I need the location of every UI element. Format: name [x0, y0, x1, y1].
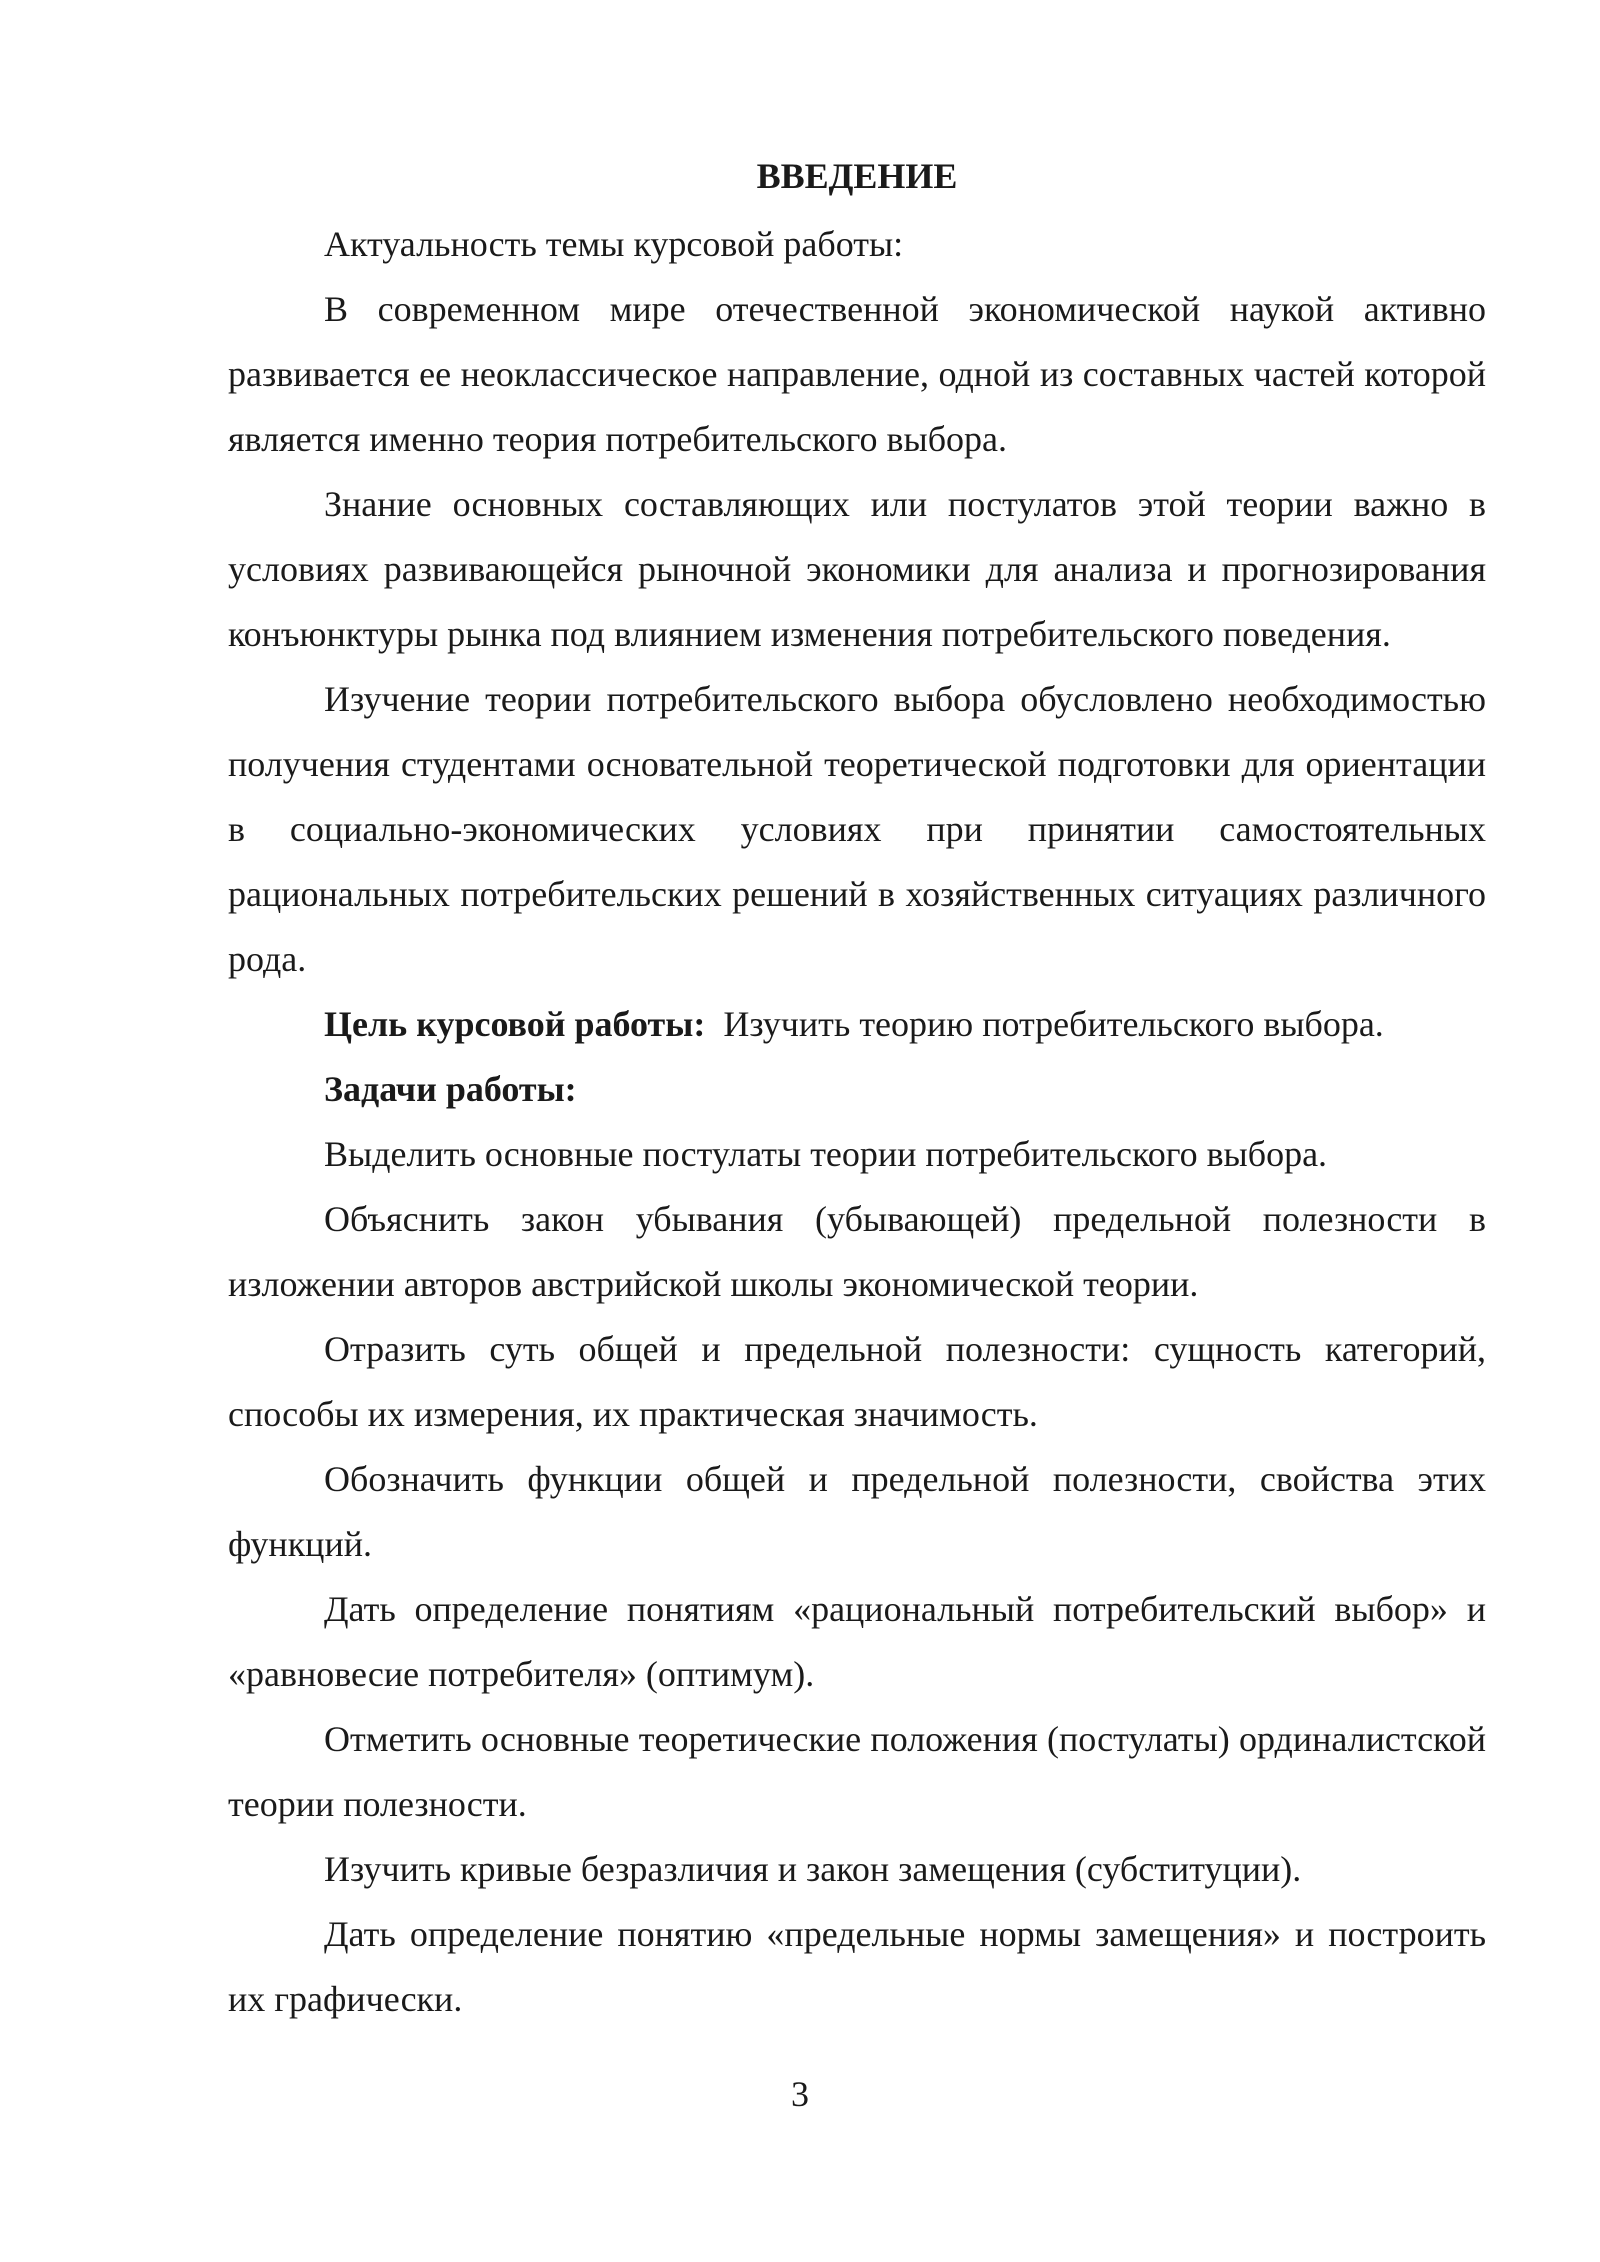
section-heading: ВВЕДЕНИЕ [756, 156, 958, 196]
relevance-label: Актуальность темы курсовой работы: [324, 224, 904, 264]
paragraph-study-reason: Изучение теории потребительского выбора обусловлено необходимостью получения студентами основательной теоретической подготовки для ориентации в социально-экономических условиях при принятии самостоятельных рациональных потребительских решений в хозяйственных ситуациях различного рода. [228, 679, 1486, 979]
document-body [228, 212, 1486, 2032]
task-item: Объяснить закон убывания (убывающей) предельной полезности в изложении авторов австрийской школы экономической теории. [228, 1199, 1486, 1304]
goal-label: Цель курсовой работы: [324, 1004, 706, 1044]
tasks-label: Задачи работы: [324, 1069, 577, 1109]
goal-text: Изучить теорию потребительского выбора. [723, 1004, 1384, 1044]
paragraph-modern-science: В современном мире отечественной экономической наукой активно развивается ее неоклассическое направление, одной из составных частей которой является именно теория потребительского выбора. [228, 289, 1486, 459]
goal-paragraph [228, 992, 1486, 1057]
task-item: Отметить основные теоретические положения (постулаты) ординалистской теории полезности. [228, 1719, 1486, 1824]
task-item: Обозначить функции общей и предельной полезности, свойства этих функций. [228, 1459, 1486, 1564]
page-number: 3 [791, 2074, 809, 2114]
paragraph-postulates-knowledge: Знание основных составляющих или постулатов этой теории важно в условиях развивающейся рыночной экономики для анализа и прогнозирования конъюнктуры рынка под влиянием изменения потребительского поведения. [228, 484, 1486, 654]
task-item: Отразить суть общей и предельной полезности: сущность категорий, способы их измерения, их практическая значимость. [228, 1329, 1486, 1434]
task-item: Дать определение понятиям «рациональный потребительский выбор» и «равновесие потребителя» (оптимум). [228, 1589, 1486, 1694]
task-item: Изучить кривые безразличия и закон замещения (субституции). [324, 1849, 1302, 1889]
task-item: Выделить основные постулаты теории потребительского выбора. [324, 1134, 1328, 1174]
task-item: Дать определение понятию «предельные нормы замещения» и построить их графически. [228, 1914, 1486, 2019]
